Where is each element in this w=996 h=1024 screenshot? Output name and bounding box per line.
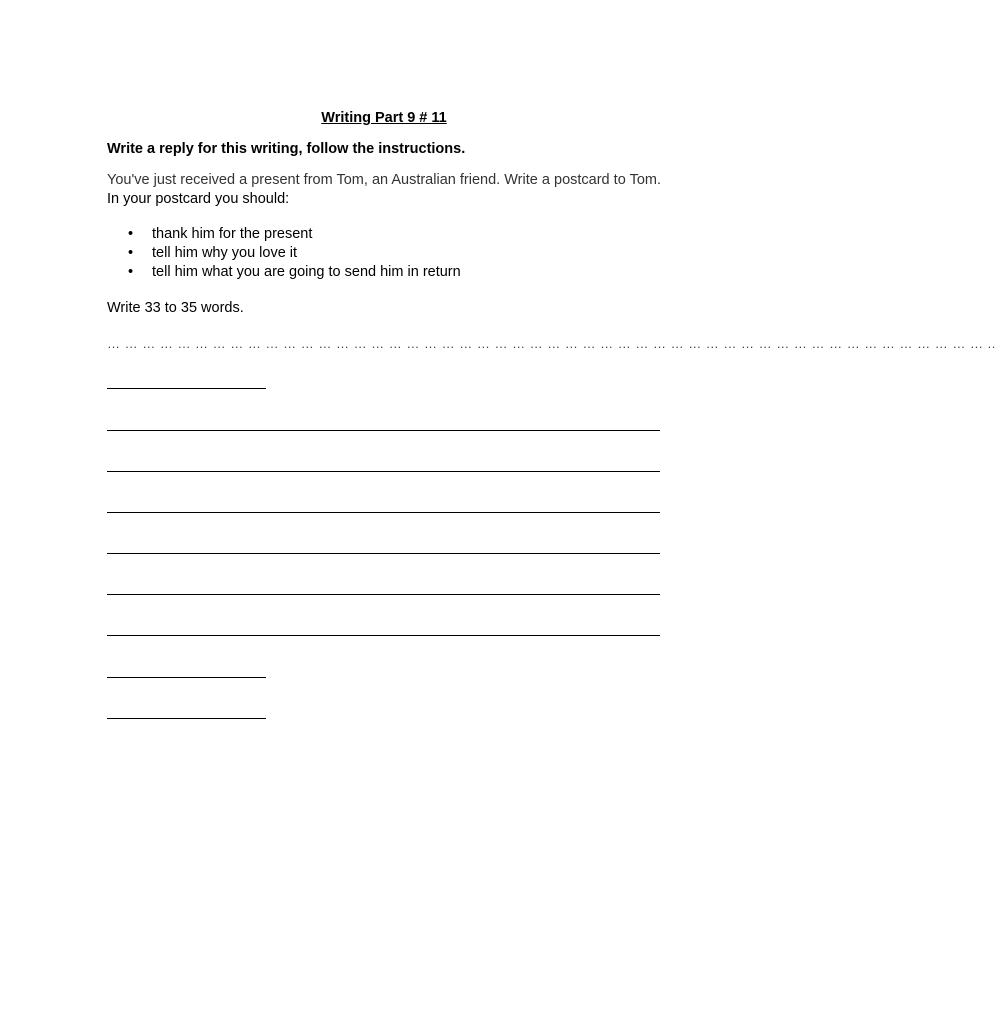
page-title: Writing Part 9 # 11 [321,110,447,126]
answer-line[interactable] [107,718,266,719]
list-item [107,225,661,244]
answer-line[interactable] [107,388,266,389]
list-item [107,263,661,282]
instruction-heading: Write a reply for this writing, follow the instructions. [107,141,466,157]
task-sentence-2: In your postcard you should: [107,191,290,207]
answer-line[interactable] [107,512,660,513]
dotted-separator: … … … … … … … … … … … … … … … … … … … … … … … … … … … … … … … … … … … … … … … … … … … … … … … … … … .. [107,336,996,351]
bullet-icon: • [128,245,134,261]
answer-line[interactable] [107,430,660,431]
bullet-icon: • [128,264,134,280]
word-count-requirement: Write 33 to 35 words. [107,300,244,316]
list-item-text: tell him what you are going to send him in return [152,264,461,280]
answer-line[interactable] [107,677,266,678]
task-sentence-1: You've just received a present from Tom, an Australian friend. Write a postcard to Tom. [107,172,661,188]
answer-line[interactable] [107,471,660,472]
bullet-icon: • [128,226,134,242]
list-item [107,244,661,263]
task-description [107,171,661,209]
list-item-text: tell him why you love it [152,245,298,261]
list-item-text: thank him for the present [152,226,313,242]
answer-line[interactable] [107,635,660,636]
task-bullet-list [107,225,661,282]
answer-line[interactable] [107,553,660,554]
answer-line[interactable] [107,594,660,595]
